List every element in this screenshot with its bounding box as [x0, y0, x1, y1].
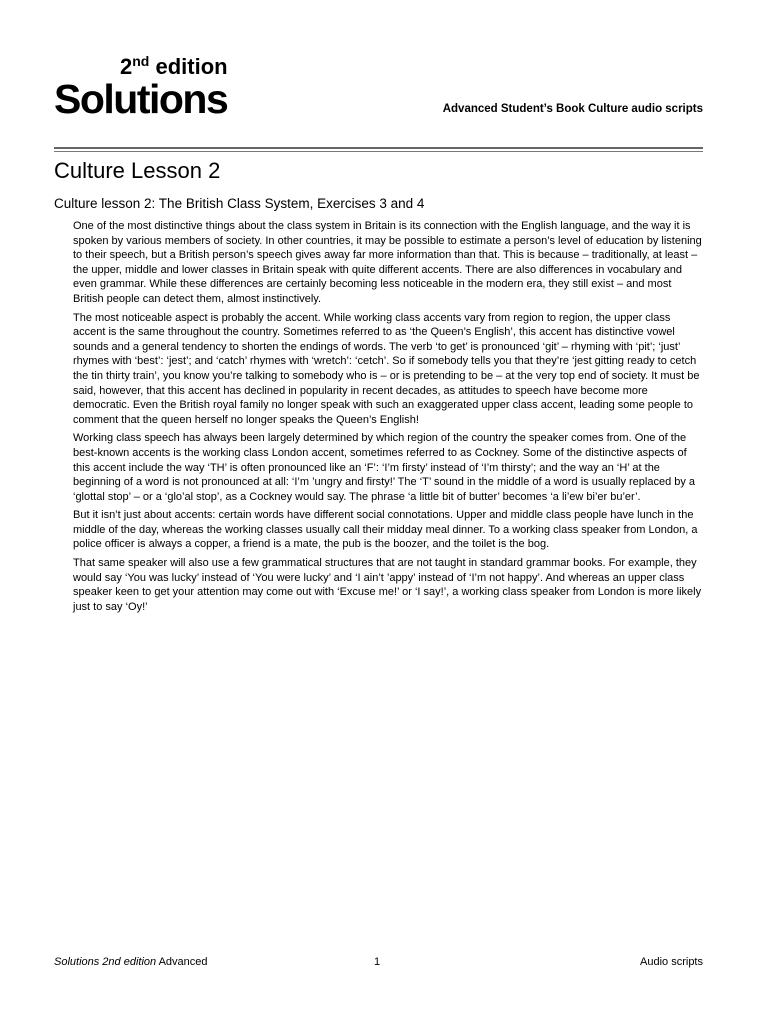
paragraph-5: That same speaker will also use a few grammatical structures that are not taught in standard grammar books. For example, they would say ‘You was lucky’ instead of ‘You were lucky’ and ‘I ain’t ’appy’ instead of ‘I’m not happy’. And whereas an upper class speaker keen to get your attention may come out with ‘Excuse me!’ or ‘I say!’, a working class speaker from London is more likely just to say ‘Oy!’: [73, 557, 702, 613]
logo-edition-suffix: nd: [132, 53, 150, 69]
logo-edition-word: edition: [149, 54, 228, 79]
audio-script-body: [73, 219, 704, 618]
footer-book-name: [54, 955, 208, 969]
paragraph-1: One of the most distinctive things about the class system in Britain is its connection with the English language, and the way it is spoken by various members of society. In other countries, it may be possible to estimate a person’s level of education by listening to their speech, but a British person’s speech gives away far more information than that. This is because – traditionally, at least – the upper, middle and lower classes in Britain speak with quite different accents. There are also differences in vocabulary and even grammar. While these differences are certainly becoming less noticeable in the modern era, they still exist – and most British people can detect them, almost instinctively.: [73, 220, 702, 305]
footer-page-number: 1: [374, 956, 381, 968]
header-rule-thick: [54, 147, 703, 149]
lesson-subtitle: Culture lesson 2: The British Class System, Exercises 3 and 4: [54, 196, 425, 211]
footer-section-label: Audio scripts: [640, 956, 703, 968]
logo-wordmark: Solutions: [54, 76, 228, 122]
paragraph-4: But it isn’t just about accents: certain words have different social connotations. Upper and middle class people have lunch in the middle of the day, whereas the working classes usually call their midday meal dinner. To a working class speaker from London, a police officer is always a copper, a friend is a mate, the pub is the boozer, and the toilet is the bog.: [73, 509, 698, 551]
header-book-title: Advanced Student’s Book Culture audio scripts: [442, 103, 703, 115]
lesson-title: Culture Lesson 2: [54, 158, 221, 183]
footer-book-level: Advanced: [156, 956, 208, 968]
footer-book-name-italic: Solutions 2nd edition: [54, 956, 157, 968]
paragraph-2: The most noticeable aspect is probably the accent. While working class accents vary from region to region, the upper class accent is the same throughout the country. Sometimes referred to as ‘the Queen’s English’, this accent has distinctive vowel sounds and a general tendency to shorten the endings of words. The verb ‘to get’ is pronounced ‘git’ – rhyming with ‘pit’; ‘just’ rhymes with ‘best’: ‘jest’; and ‘catch’ rhymes with ‘wretch’: ‘cetch’. So if somebody tells you that they’re ‘jest gitting ready to cetch the tin thirty train’, you know you’re talking to somebody who is – or is pretending to be – at the very top end of society. It must be said, however, that this accent has declined in popularity in recent decades, as attitudes to speech have become more democratic. Even the British royal family no longer speak with such an exaggerated upper class accent, leading some people to comment that the queen herself no longer speaks the Queen’s English!: [73, 311, 700, 426]
paragraph-3: Working class speech has always been largely determined by which region of the country the speaker comes from. One of the best-known accents is the working class London accent, sometimes referred to as Cockney. Some of the distinctive aspects of this accent include the way ‘TH’ is often pronounced like an ‘F’: ‘I’m firsty’ instead of ‘I’m thirsty’; and the way an ‘H’ at the beginning of a word is not pronounced at all: ‘I’m ’ungry and firsty!’ The ‘T’ sound in the middle of a word is usually replaced by a ‘glottal stop’ – or a ‘glo’al stop’, as a Cockney would say. The phrase ‘a little bit of butter’ becomes ‘a li’ew bi’er bu’er’.: [73, 432, 696, 503]
header-rule-thin: [54, 151, 703, 152]
logo-edition-number: 2: [120, 54, 133, 79]
